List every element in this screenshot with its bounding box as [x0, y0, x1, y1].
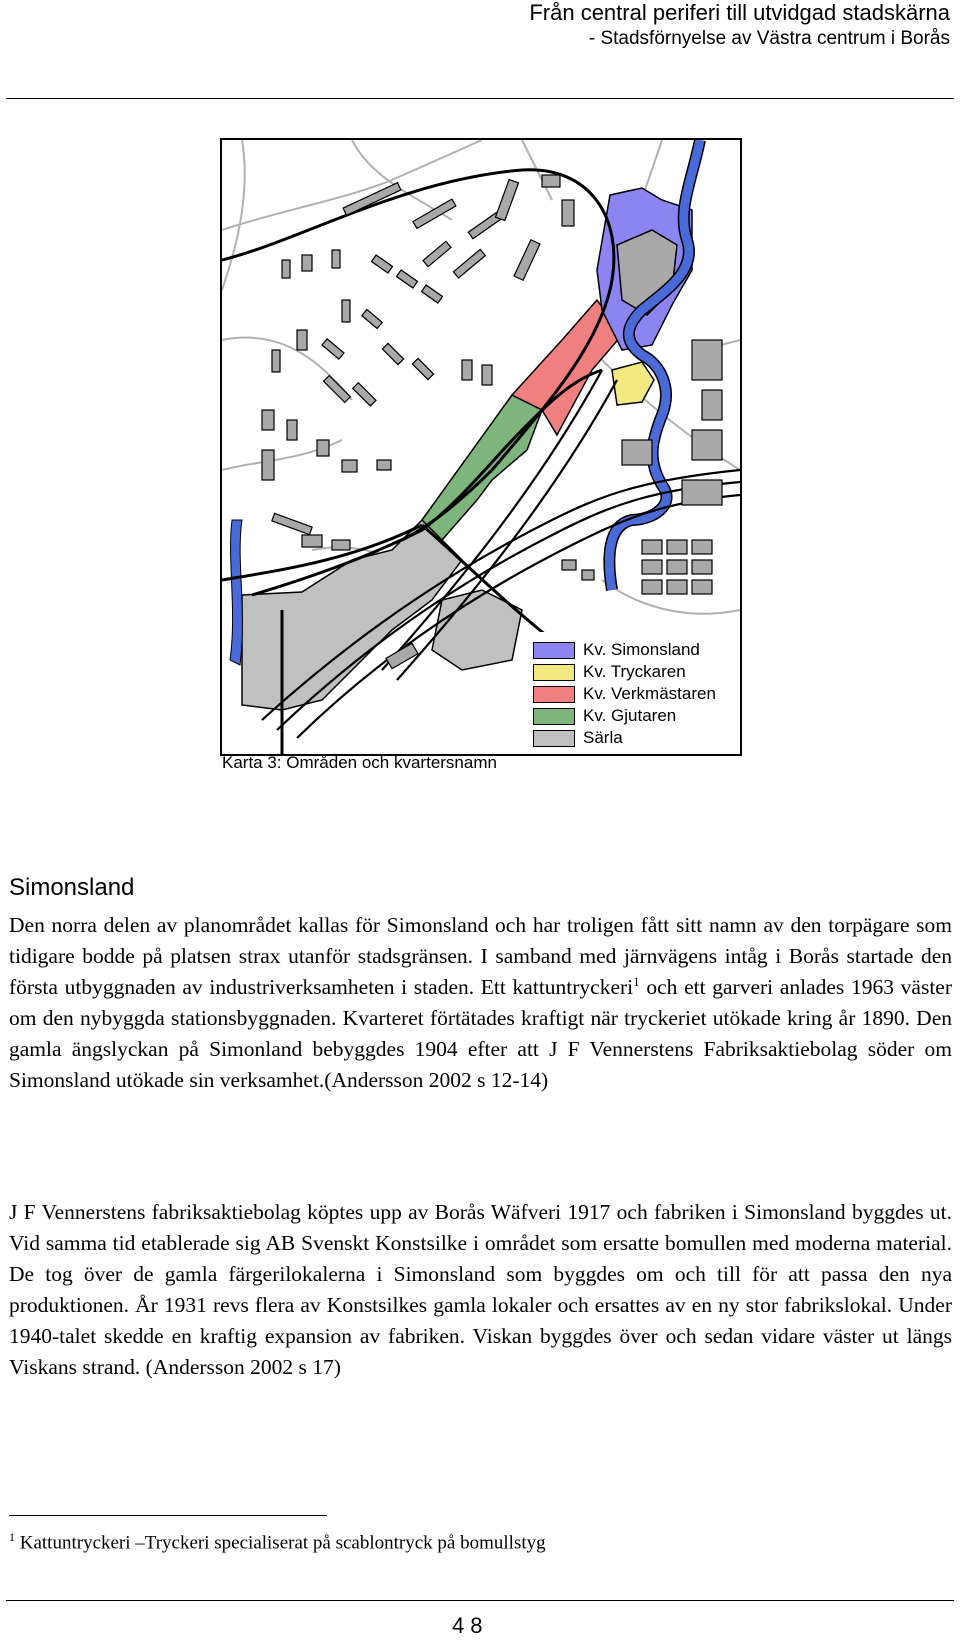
legend-swatch [533, 708, 575, 725]
legend-swatch [533, 664, 575, 681]
legend-label: Kv. Gjutaren [583, 706, 677, 725]
footnote-text: Kattuntryckeri –Tryckeri specialiserat på scablontryck på bomullstyg [19, 1532, 546, 1554]
header-subtitle: - Stadsförnyelse av Västra centrum i Borås [588, 28, 950, 49]
map-legend [527, 632, 740, 754]
body-paragraph [9, 910, 952, 1096]
legend-label: Särla [583, 728, 623, 747]
legend-label: Kv. Simonsland [583, 640, 700, 659]
section-title: Simonsland [9, 874, 135, 901]
area-map [220, 138, 742, 756]
header-title: Från central periferi till utvidgad stadskärna [529, 0, 950, 25]
legend-swatch [533, 642, 575, 659]
footnote [9, 1530, 546, 1554]
legend-swatch [533, 730, 575, 747]
footnote-rule [9, 1515, 327, 1516]
footer-rule [6, 1600, 954, 1601]
legend-label: Kv. Verkmästaren [583, 684, 716, 703]
header-rule [6, 98, 954, 99]
legend-swatch [533, 686, 575, 703]
page-number: 48 [452, 1613, 489, 1638]
map-caption: Karta 3: Områden och kvartersnamn [222, 753, 497, 772]
footnote-ref[interactable]: 1 [633, 973, 640, 989]
paragraph-text: Den norra delen av planområdet kallas för Simonsland och har troligen fått sitt namn av den torpägare som tidigare bodde på platsen strax utanför stadsgränsen. I samband med järnvägens intåg i Borås startade den första utbyggnaden av industriverksamheten i staden. Ett kattuntryckeri [9, 913, 952, 999]
paragraph-text: och ett garveri anlades 1963 väster om den nybyggda stationsbyggnaden. Kvarteret förtätades kraftigt när tryckeriet utökade kring år 1890. Den gamla ängslyckan på Simonland bebyggdes 1904 efter att J F Vennerstens Fabriksaktiebolag söder om Simonsland utökade sin verksamhet.(Andersson 2002 s 12-14) [9, 975, 952, 1092]
body-paragraph: J F Vennerstens fabriksaktiebolag köptes upp av Borås Wäfveri 1917 och fabriken i Simonsland byggdes ut. Vid samma tid etablerade sig AB Svenskt Konstsilke i området som ersatte bomullen med moderna material. De tog över de gamla färgerilokalerna i Simonsland som byggdes om och till för att passa den nya produktionen. År 1931 revs flera av Konstsilkes gamla lokaler och ersattes av en ny stor fabrikslokal. Under 1940-talet skedde en kraftig expansion av fabriken. Viskan byggdes över och sedan vidare väster ut längs Viskans strand. (Andersson 2002 s 17) [9, 1200, 952, 1379]
legend-label: Kv. Tryckaren [583, 662, 686, 681]
footnote-number: 1 [9, 1530, 15, 1544]
